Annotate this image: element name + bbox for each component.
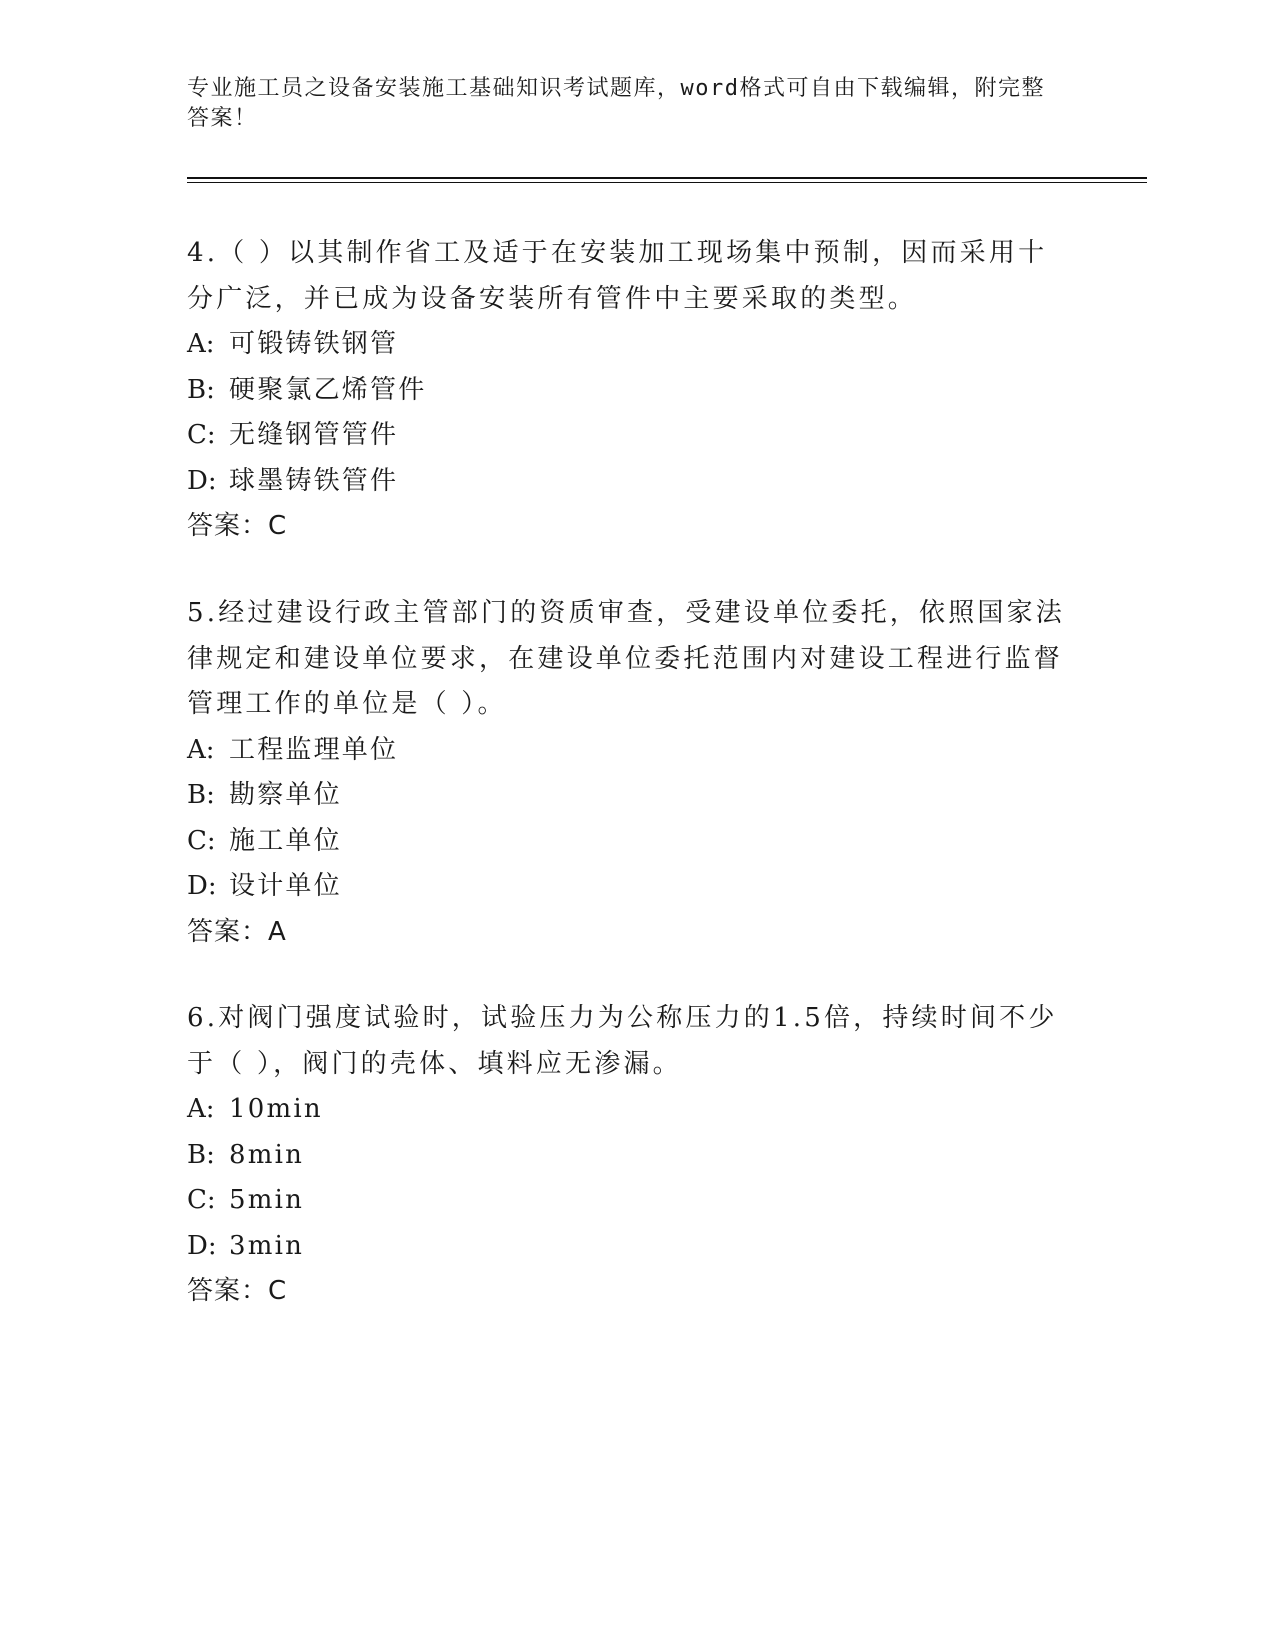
answer: 答案：A (187, 916, 287, 947)
option-label: C: (187, 420, 216, 450)
option-a (187, 728, 1067, 774)
option-text: 无缝钢管管件 (229, 420, 399, 450)
option-text: 球墨铸铁管件 (229, 465, 399, 496)
header-rule-thin (187, 182, 1147, 183)
question-block (187, 231, 1067, 549)
option-text: 硬聚氯乙烯管件 (229, 374, 427, 405)
document-header: 专业施工员之设备安装施工基础知识考试题库，word格式可自由下载编辑，附完整答案！ (187, 76, 1045, 131)
option-text: 可锻铸铁钢管 (229, 329, 399, 359)
question-block (187, 996, 1067, 1314)
answer: 答案：C (187, 511, 288, 541)
option-label: C: (187, 1185, 216, 1215)
option-label: B: (187, 1139, 215, 1170)
option-text: 10min (229, 1094, 323, 1124)
question-stem: 5.经过建设行政主管部门的资质审查，受建设单位委托，依照国家法律规定和建设单位要求，在建设单位委托范围内对建设工程进行监督管理工作的单位是（ ）。 (187, 598, 1066, 719)
option-d (187, 864, 1067, 910)
question-stem: 4.（ ）以其制作省工及适于在安装加工现场集中预制，因而采用十分广泛，并已成为设备安装所有管件中主要采取的类型。 (187, 238, 1048, 314)
option-text: 工程监理单位 (229, 734, 399, 765)
option-label: C: (187, 825, 216, 856)
option-text: 8min (229, 1139, 305, 1170)
option-label: A: (187, 734, 215, 765)
option-b (187, 368, 1067, 414)
option-d (187, 1224, 1067, 1270)
option-c (187, 413, 1067, 459)
option-label: D: (187, 465, 217, 496)
question-stem: 6.对阀门强度试验时，试验压力为公称压力的1.5倍，持续时间不少于（ ），阀门的壳体、填料应无渗漏。 (187, 1003, 1058, 1079)
option-label: D: (187, 871, 217, 901)
option-text: 设计单位 (229, 871, 342, 901)
option-c (187, 819, 1067, 865)
option-label: D: (187, 1230, 217, 1261)
option-text: 3min (229, 1230, 305, 1261)
option-label: A: (187, 1094, 215, 1124)
option-a (187, 1087, 1067, 1133)
header-rule-thick (187, 177, 1147, 179)
option-text: 5min (229, 1185, 305, 1215)
option-d (187, 459, 1067, 505)
option-label: B: (187, 374, 215, 405)
option-label: B: (187, 780, 215, 810)
option-text: 勘察单位 (229, 780, 342, 810)
option-text: 施工单位 (229, 825, 342, 856)
option-b (187, 773, 1067, 819)
option-label: A: (187, 329, 215, 359)
option-c (187, 1178, 1067, 1224)
question-block (187, 591, 1067, 955)
option-b (187, 1133, 1067, 1179)
option-a (187, 322, 1067, 368)
answer: 答案：C (187, 1276, 288, 1306)
